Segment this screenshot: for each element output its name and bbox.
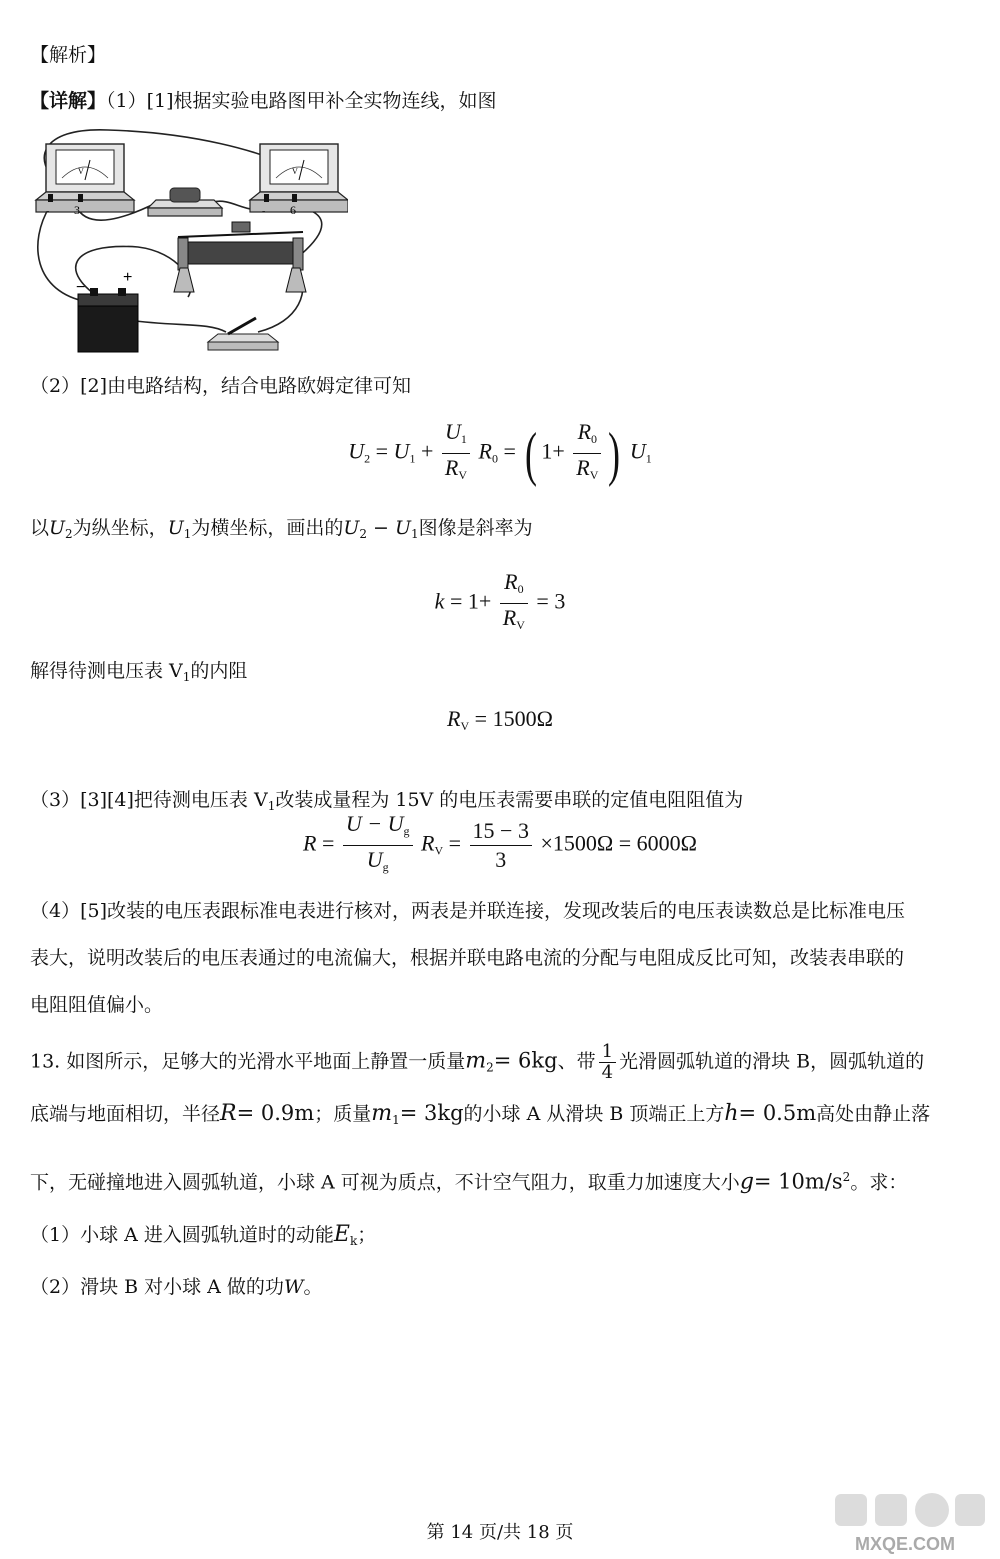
rheostat — [174, 222, 306, 292]
part2-desc: 以$U_2$为纵坐标，$U_1$为横坐标，画出的$U_2 - U_1$图像是斜率为 — [30, 517, 533, 541]
fixed-resistor — [148, 188, 222, 216]
equation-2: k = 1+ $\frac{R_0}{R_V}$ = 3 — [434, 569, 566, 632]
equation-3: $R_V = 1500\Omega$ — [447, 706, 553, 733]
meter2-symbol: V — [292, 167, 298, 176]
battery-plus: + — [123, 269, 133, 286]
section-label: 【解析】 — [30, 44, 107, 66]
voltmeter-2 — [250, 144, 348, 217]
switch — [208, 318, 278, 350]
meter2-label: 6 — [290, 203, 296, 217]
q13-line-1: 13. 如图所示，足够大的光滑水平地面上静置一质量$m_2= 6kg$、带 $\frac{1}{4}$ 光滑圆弧轨道的滑块 B，圆弧轨道的 — [30, 1041, 925, 1083]
page-footer: 第 14 页/共 18 页 — [426, 1522, 574, 1543]
meter2-minus: - — [262, 206, 266, 217]
q13-sub-2: （2）滑块 B 对小球 A 做的功W。 — [30, 1276, 323, 1298]
battery-minus: − — [76, 279, 86, 296]
q13-line-2: 底端与地面相切，半径R= 0.9m；质量$m_1= 3kg$的小球 A 从滑块 B 顶端正上方h= 0.5m高处由静止落 — [30, 1101, 931, 1127]
part4-line-1: （4）[5]改装的电压表跟标准电表进行核对，两表是并联连接，发现改装后的电压表读数总是比标准电压 — [30, 900, 906, 922]
meter1-symbol: V — [78, 167, 84, 176]
meter1-minus: - — [46, 206, 50, 217]
solve-line: 解得待测电压表 $V_1$的内阻 — [30, 660, 248, 684]
equation-1: $U_2 = U_1$ + $\frac{U_1}{R_V}$ $R_0$ = ( 1+ $\frac{R_0}{R_V}$ ) $U_1$ — [348, 419, 652, 487]
voltmeter-1 — [36, 144, 134, 217]
meter1-label: 3 — [74, 203, 80, 217]
part3-line: （3）[3][4]把待测电压表 $V_1$改装成量程为 15V 的电压表需要串联的定值电阻阻值为 — [30, 789, 744, 813]
watermark-logo — [820, 1490, 990, 1558]
detail-line — [30, 88, 497, 114]
q13-line-3: 下，无碰撞地进入圆弧轨道，小球 A 可视为质点，不计空气阻力，取重力加速度大小$g= 10m/s^2$。求： — [30, 1169, 908, 1195]
battery — [76, 269, 138, 352]
circuit-diagram — [28, 122, 348, 362]
detail-part1: （1）[1]根据实验电路图甲补全实物连线，如图 — [106, 90, 497, 112]
part4-line-2: 表大，说明改装后的电压表通过的电流偏大，根据并联电路电流的分配与电阻成反比可知，改装表串联的 — [30, 947, 905, 969]
detail-tag: 【详解】 — [30, 90, 107, 112]
q13-sub-1: （1）小球 A 进入圆弧轨道时的动能$E_k$； — [30, 1222, 377, 1248]
equation-4: R = $\frac{U - U_g}{U_g}$ $R_V$ = $\frac{15 - 3}{3}$ ×1500Ω = 6000Ω — [303, 811, 697, 874]
wire — [128, 320, 226, 332]
part2-intro: （2）[2]由电路结构，结合电路欧姆定律可知 — [30, 375, 412, 397]
part4-line-3: 电阻阻值偏小。 — [30, 994, 164, 1016]
watermark-text: MXQE.COM — [854, 1534, 956, 1554]
